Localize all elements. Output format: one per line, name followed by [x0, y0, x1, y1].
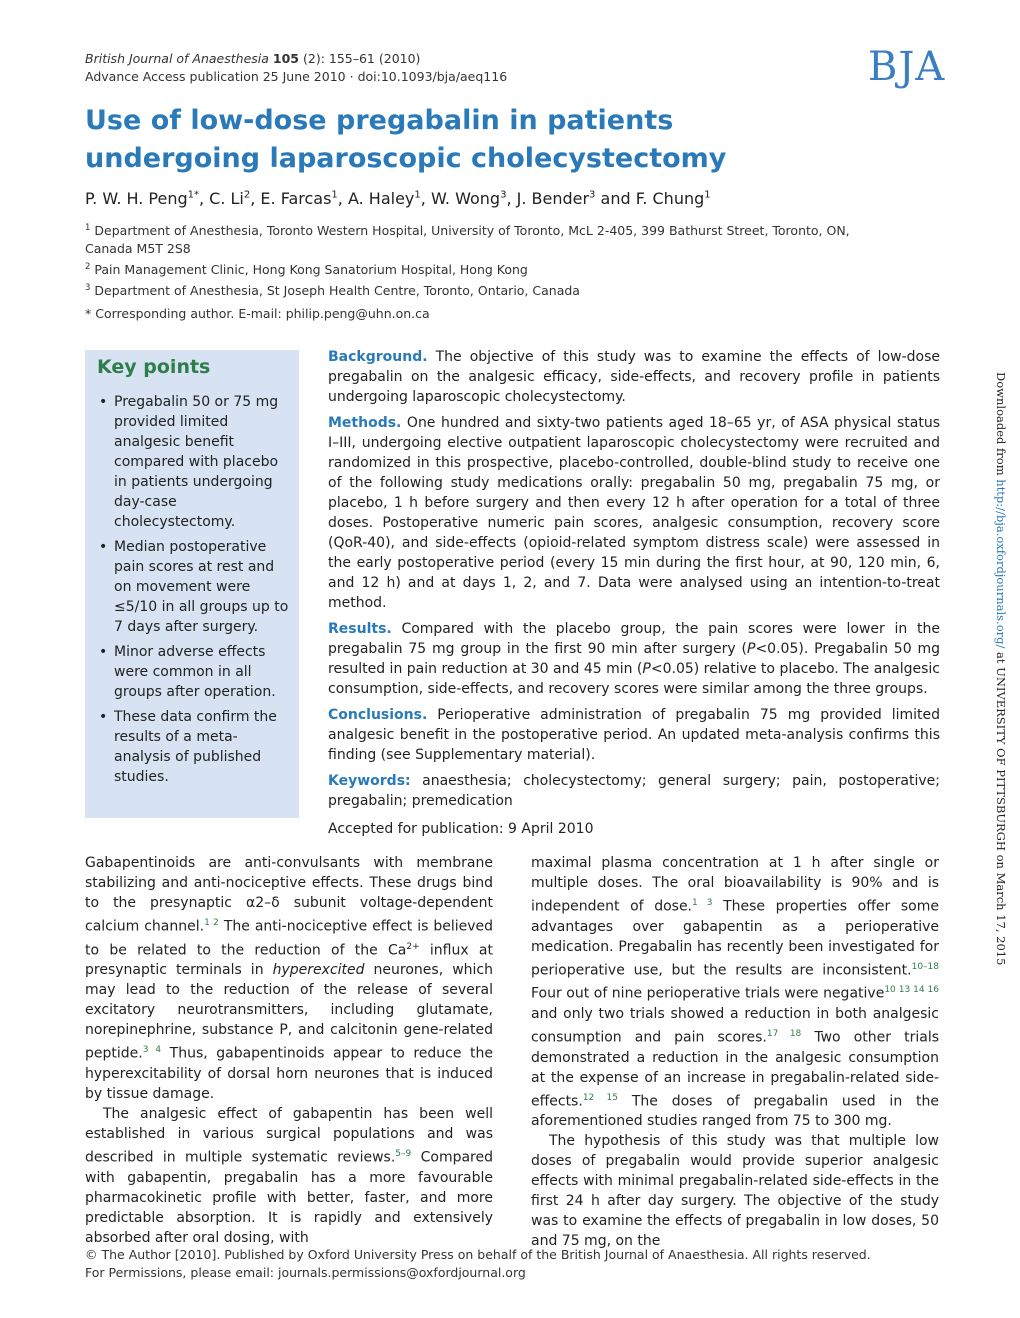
accepted-date: Accepted for publication: 9 April 2010	[328, 821, 594, 837]
p-value-symbol: P	[642, 661, 651, 677]
author-separator: ,	[506, 189, 517, 208]
article-title: Use of low-dose pregabalin in patients undergoing laparoscopic cholecystectomy	[85, 105, 727, 174]
journal-volume: 105	[272, 51, 299, 66]
author-name[interactable]: E. Farcas	[260, 189, 332, 208]
results-text: Compared with the placebo group, the pain scores were lower in the pregabalin 75 mg group in the first 90 min after surgery (	[328, 621, 940, 657]
body-column-right	[531, 853, 939, 1251]
body-paragraph	[531, 853, 939, 1131]
journal-name: British Journal of Anaesthesia	[85, 51, 269, 66]
body-column-left	[85, 853, 493, 1248]
key-point-item: • Median postoperative pain scores at rest and on movement were ≤5/10 in all groups up to 7 days after surgery.	[97, 537, 293, 637]
body-text: The analgesic effect of gabapentin has been well established in various surgical populations and was described in multiple systematic reviews.	[85, 1105, 493, 1166]
body-paragraph	[85, 1104, 493, 1248]
author-separator: ,	[199, 189, 210, 208]
body-text: influx at presynaptic terminals in	[85, 942, 493, 979]
author-name[interactable]: P. W. H. Peng	[85, 189, 188, 208]
body-text: maximal plasma concentration at 1 h after single or multiple doses. The oral bioavailability is 90% and is independent of dose.	[531, 855, 939, 915]
author-affiliation-mark: 3	[589, 189, 596, 201]
affiliation-text: Department of Anesthesia, Toronto Western Hospital, University of Toronto, McL 2-405, 399 Bathurst Street, Toronto, ON, Canada M5T 2S8	[85, 223, 850, 257]
author-separator: ,	[420, 189, 431, 208]
conclusions-text: Perioperative administration of pregabalin 75 mg provided limited analgesic benefit in the postoperative period. An updated meta-analysis confirms this finding (see Supplementary material).	[328, 707, 940, 763]
citation-line-1	[85, 50, 507, 68]
bja-logo: BJA	[868, 44, 946, 90]
permissions-notice: For Permissions, please email: journals.permissions@oxfordjournal.org	[85, 1265, 526, 1280]
affiliation-item	[85, 219, 875, 258]
author-separator: ,	[250, 189, 261, 208]
methods-text: One hundred and sixty-two patients aged 18–65 yr, of ASA physical status I–III, undergoing elective outpatient laparoscopic cholecystectomy were recruited and randomized in this prospective, placebo-controlled, double-blind study to receive one of the following study medications orally: pregabalin 50 mg, pregabalin 75 mg, or placebo, 1 h before surgery and then every 12 h after operation for a total of three doses. Postoperative numeric pain scores, analgesic consumption, recovery score (QoR-40), and side-effects (opioid-related symptom distress scale) were assessed in the early postoperative period (every 15 min during the first hour, at 90, 120 min, 6, and 12 h) and at days 1, 2, and 7. Data were analysed using an intention-to-treat method.	[328, 415, 940, 611]
body-text: neurones, which may lead to the reduction of the release of several excitatory neurotransmitters, including glutamate, norepinephrine, substance P, and calcitonin gene-related peptide.	[85, 962, 493, 1062]
reference-link[interactable]: 17 18	[766, 1028, 802, 1039]
body-emphasis: hyperexcited	[272, 962, 365, 979]
affiliation-number: 2	[85, 262, 91, 273]
p-value-symbol: P	[747, 641, 756, 657]
key-points-box	[85, 350, 299, 818]
key-points-heading: Key points	[97, 356, 211, 378]
reference-link[interactable]: 10–18	[911, 961, 939, 972]
author-name[interactable]: W. Wong	[430, 189, 501, 208]
body-text: Compared with gabapentin, pregabalin has a more favourable pharmacokinetic profile with better, faster, and more predictable absorption. It is rapidly and extensively absorbed after oral dosing, with	[85, 1149, 494, 1246]
body-text: Two other trials demonstrated a reduction in the analgesic consumption at the expense of an increase in pregabalin-related side-effects.	[531, 1029, 940, 1110]
affiliation-text: Pain Management Clinic, Hong Kong Sanatorium Hospital, Hong Kong	[94, 262, 528, 278]
abstract-keywords	[328, 771, 940, 811]
affiliation-number: 1	[85, 223, 91, 233]
body-text: Four out of nine perioperative trials were negative	[531, 985, 885, 1002]
keywords-text: anaesthesia; cholecystectomy; general surgery; pain, postoperative; pregabalin; premedication	[328, 773, 940, 809]
body-text: and only two trials showed a reduction in both analgesic consumption and pain scores.	[531, 1005, 939, 1046]
citation-line-2	[85, 68, 507, 86]
author-separator: ,	[337, 189, 348, 208]
abstract	[328, 347, 940, 845]
watermark-suffix: at UNIVERSITY OF PITTSBURGH on March 17, 2015	[994, 648, 1008, 966]
reference-link[interactable]: 5–9	[395, 1148, 412, 1159]
background-label: Background.	[328, 349, 428, 365]
download-watermark	[988, 372, 1012, 972]
results-text: <0.05). Pregabalin 50 mg resulted in pain reduction at 30 and 45 min (	[328, 641, 940, 677]
conclusions-label: Conclusions.	[328, 707, 428, 723]
author-affiliation-mark: 1*	[187, 189, 199, 201]
key-point-item: • Pregabalin 50 or 75 mg provided limited analgesic benefit compared with placebo in patients undergoing day-case cholecystectomy.	[97, 392, 293, 532]
copyright-notice: © The Author [2010]. Published by Oxford University Press on behalf of the British Journal of Anaesthesia. All rights reserved.	[85, 1247, 871, 1262]
ion-charge: 2+	[406, 941, 420, 952]
abstract-background	[328, 347, 940, 407]
access-date: Advance Access publication 25 June 2010	[85, 69, 346, 84]
author-list	[85, 189, 711, 208]
journal-url-link[interactable]: http://bja.oxfordjournals.org/	[994, 479, 1008, 649]
reference-link[interactable]: 1 3	[692, 898, 713, 908]
key-points-list	[97, 392, 293, 792]
key-point-item: • Minor adverse effects were common in all groups after operation.	[97, 642, 293, 702]
author-affiliation-mark: 1	[414, 189, 421, 201]
body-text: Gabapentinoids are anti-convulsants with membrane stabilizing and anti-nociceptive effects. These drugs bind to the presynaptic α2–δ subunit voltage-dependent calcium channel.	[85, 855, 493, 935]
background-text: The objective of this study was to examine the effects of low-dose pregabalin on the analgesic efficacy, side-effects, and recovery profile in patients undergoing laparoscopic cholecystectomy.	[328, 349, 940, 405]
author-name[interactable]: A. Haley	[347, 189, 415, 208]
journal-citation	[85, 50, 507, 86]
keywords-label: Keywords:	[328, 773, 411, 789]
reference-link[interactable]: 1 2	[204, 918, 219, 928]
body-text: The anti-nociceptive effect is believed to be related to the reduction of the Ca	[85, 918, 494, 959]
citation-separator: ·	[349, 69, 354, 84]
results-label: Results.	[328, 621, 392, 637]
affiliation-item	[85, 258, 875, 279]
affiliations	[85, 219, 875, 323]
author-affiliation-mark: 2	[243, 189, 251, 201]
author-affiliation-mark: 1	[704, 189, 711, 201]
affiliation-text: Department of Anesthesia, St Joseph Health Centre, Toronto, Ontario, Canada	[94, 283, 580, 299]
reference-link[interactable]: 10 13 14 16	[884, 985, 939, 996]
body-text: Thus, gabapentinoids appear to reduce the hyperexcitability of dorsal horn neurones that is induced by tissue damage.	[85, 1045, 493, 1102]
body-paragraph	[85, 853, 493, 1104]
abstract-results	[328, 619, 940, 699]
author-name[interactable]: J. Bender	[516, 189, 590, 208]
affiliation-number: 3	[85, 283, 91, 294]
body-text: The doses of pregabalin used in the aforementioned studies ranged from 75 to 300 mg.	[531, 1093, 940, 1130]
corresponding-author: * Corresponding author. E-mail: philip.peng@uhn.on.ca	[85, 306, 430, 322]
journal-issue-pages: (2): 155–61 (2010)	[302, 51, 421, 66]
author-name[interactable]: C. Li	[209, 189, 244, 208]
abstract-methods	[328, 413, 940, 613]
body-paragraph: The hypothesis of this study was that multiple low doses of pregabalin would provide superior analgesic effects with minimal pregabalin-related side-effects in the first 24 h after day surgery. The objective of the study was to examine the effects of pregabalin in low doses, 50 and 75 mg, on the	[531, 1133, 939, 1250]
author-affiliation-mark: 3	[500, 189, 507, 201]
abstract-conclusions	[328, 705, 940, 765]
methods-label: Methods.	[328, 415, 402, 431]
download-watermark-text	[994, 372, 1008, 965]
author-separator: and	[595, 189, 636, 208]
key-point-item: • These data confirm the results of a meta-analysis of published studies.	[97, 707, 293, 787]
author-affiliation-mark: 1	[331, 189, 338, 201]
affiliation-item	[85, 279, 875, 300]
doi-link[interactable]: doi:10.1093/bja/aeq116	[357, 69, 508, 84]
page-footer	[85, 1246, 871, 1282]
reference-link[interactable]: 3 4	[142, 1045, 162, 1056]
reference-link[interactable]: 12 15	[582, 1092, 618, 1103]
watermark-prefix: Downloaded from	[994, 372, 1008, 480]
body-text: These properties offer some advantages over gabapentin as a perioperative medication. Pregabalin has recently been investigated for perioperative use, but the results are inconsistent.	[531, 898, 939, 979]
results-text: <0.05) relative to placebo. The analgesic consumption, side-effects, and recovery scores were similar among the three groups.	[328, 661, 941, 697]
author-name[interactable]: F. Chung	[635, 189, 705, 208]
